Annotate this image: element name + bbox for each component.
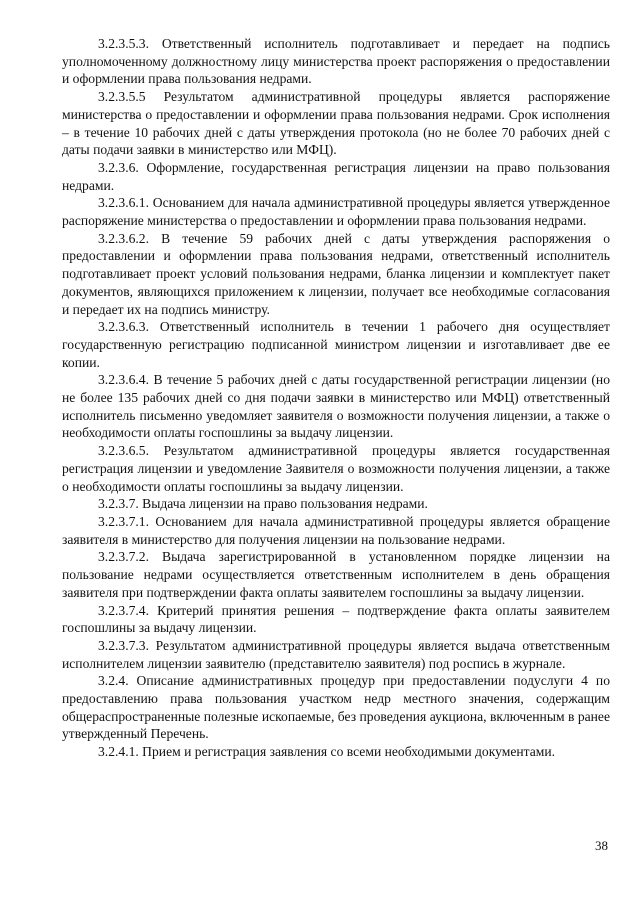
page-number: 38 bbox=[595, 838, 608, 853]
paragraph-3-2-3-7-2: 3.2.3.7.2. Выдача зарегистрированной в установленном порядке лицензии на пользование недрами осуществляется ответственным исполнителем в день обращения заявителя при подтверждении факта оплаты заявителем госпошлины за выдачу лицензии. bbox=[62, 549, 610, 600]
paragraph-3-2-3-6: 3.2.3.6. Оформление, государственная регистрация лицензии на право пользования недрами. bbox=[62, 159, 610, 193]
paragraph-3-2-4-1: 3.2.4.1. Прием и регистрация заявления со всеми необходимыми документами. bbox=[98, 744, 556, 760]
document-body bbox=[62, 35, 610, 761]
paragraph-3-2-3-6-3: 3.2.3.6.3. Ответственный исполнитель в течении 1 рабочего дня осуществляет государственную регистрацию подписанной министром лицензии и изготавливает две ее копии. bbox=[62, 319, 610, 370]
paragraph-3-2-3-6-2: 3.2.3.6.2. В течение 59 рабочих дней с даты утверждения распоряжения о предоставлении и оформлении права пользования недрами, ответственный исполнитель подготавливает проект условий пользования недрами, бланка лицензии и комплектует пакет документов, являющихся приложением к лицензии, получает все необходимые согласования и передает их на подпись министру. bbox=[62, 230, 610, 317]
paragraph-3-2-3-7-3: 3.2.3.7.3. Результатом административной процедуры является выдача ответственным исполнителем лицензии заявителю (представителю заявителя) под роспись в журнале. bbox=[62, 637, 610, 671]
paragraph-3-2-3-6-4: 3.2.3.6.4. В течение 5 рабочих дней с даты государственной регистрации лицензии (но не более 135 рабочих дней со дня подачи заявки в министерство или МФЦ) ответственный исполнитель письменно уведомляет заявителя о возможности получения лицензии, а также о необходимости оплаты госпошлины за выдачу лицензии. bbox=[62, 372, 610, 441]
paragraph-3-2-3-7: 3.2.3.7. Выдача лицензии на право пользования недрами. bbox=[98, 496, 428, 512]
paragraph-3-2-3-7-4: 3.2.3.7.4. Критерий принятия решения – подтверждение факта оплаты заявителем госпошлины за выдачу лицензии. bbox=[62, 602, 610, 636]
paragraph-3-2-4: 3.2.4. Описание административных процедур при предоставлении подуслуги 4 по предоставлению права пользования участком недр местного значения, содержащим общераспространенные полезные ископаемые, без проведения аукциона, включенным в ранее утвержденный Перечень. bbox=[62, 673, 610, 742]
paragraph-3-2-3-5-5: 3.2.3.5.5 Результатом административной процедуры является распоряжение министерства о предоставлении и оформлении права пользования недрами. Срок исполнения – в течение 10 рабочих дней с даты утверждения протокола (но не более 70 рабочих дней с даты подачи заявки в министерство или МФЦ). bbox=[62, 89, 610, 158]
paragraph-3-2-3-6-1: 3.2.3.6.1. Основанием для начала административной процедуры является утвержденное распоряжение министерства о предоставлении и оформлении права пользования недрами. bbox=[62, 195, 610, 229]
paragraph-3-2-3-7-1: 3.2.3.7.1. Основанием для начала административной процедуры является обращение заявителя в министерство для получения лицензии на пользование недрами. bbox=[62, 513, 610, 547]
paragraph-3-2-3-6-5: 3.2.3.6.5. Результатом административной процедуры является государственная регистрация лицензии и уведомление Заявителя о возможности получения лицензии, а также о необходимости оплаты госпошлины за выдачу лицензии. bbox=[62, 443, 610, 494]
paragraph-3-2-3-5-3: 3.2.3.5.3. Ответственный исполнитель подготавливает и передает на подпись уполномоченному должностному лицу министерства проект распоряжения о предоставлении и оформлении права пользования недрами. bbox=[62, 36, 610, 87]
